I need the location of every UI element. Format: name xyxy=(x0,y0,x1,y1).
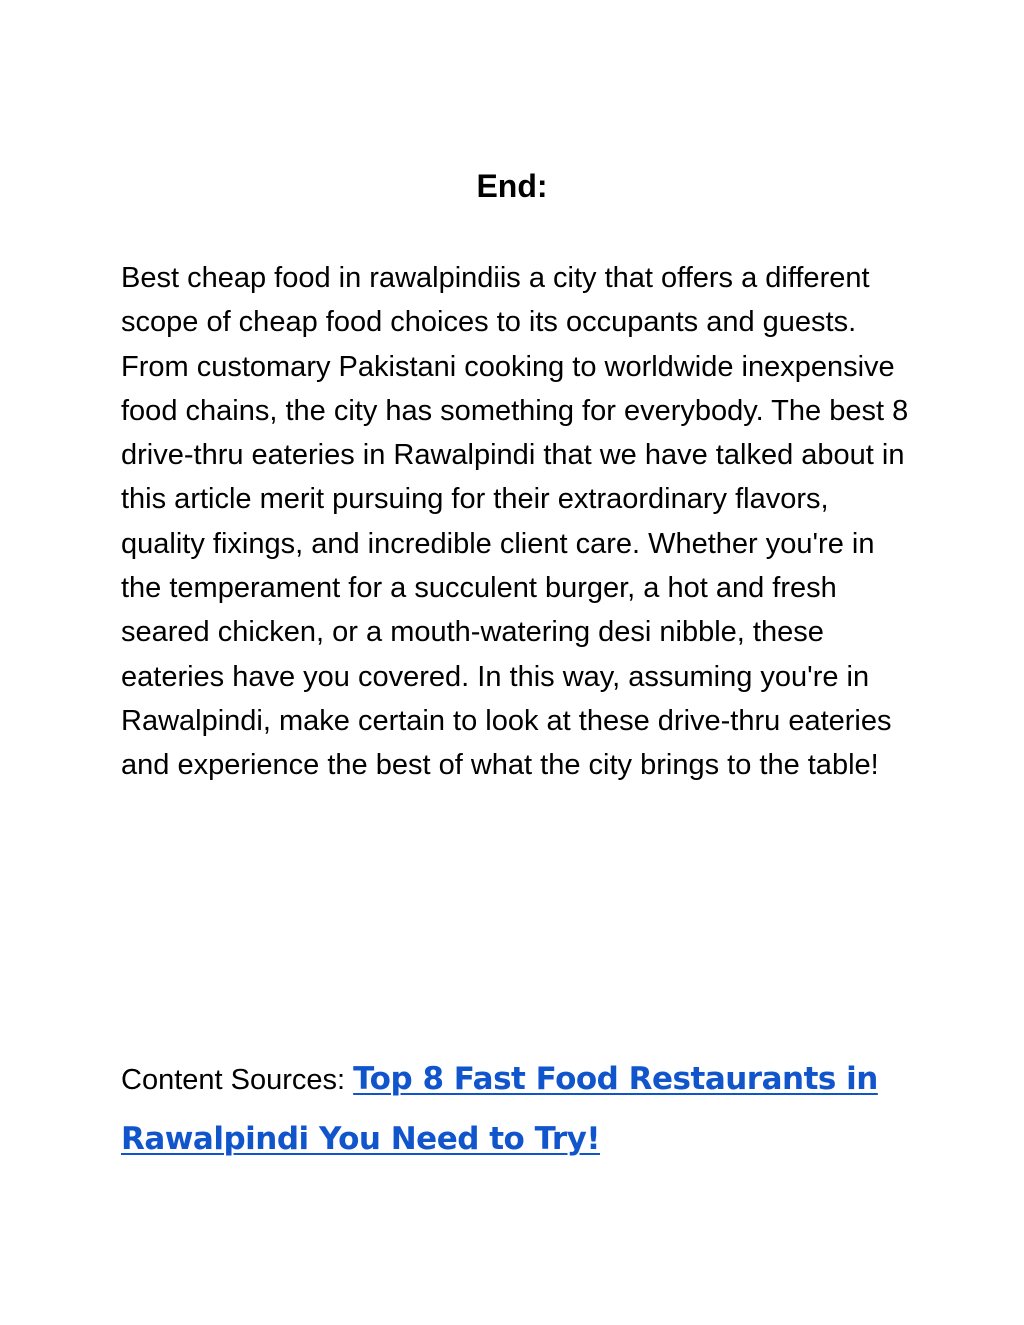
body-paragraph: Best cheap food in rawalpindiis a city that offers a different scope of cheap food choices to its occupants and guests. From customary Pakistani cooking to worldwide inexpensive food chains, the city has something for everybody. The best 8 drive-thru eateries in Rawalpindi that we have talked about in this article merit pursuing for their extraordinary flavors, quality fixings, and incredible client care. Whether you're in the temperament for a succulent burger, a hot and fresh seared chicken, or a mouth-watering desi nibble, these eateries have you covered. In this way, assuming you're in Rawalpindi, make certain to look at these drive-thru eateries and experience the best of what the city brings to the table! xyxy=(121,262,909,782)
section-heading: End: xyxy=(476,168,548,204)
content-sources-link[interactable]: Top 8 Fast Food Restaurants in Rawalpindi You Need to Try! xyxy=(121,1061,878,1157)
content-sources xyxy=(121,1052,911,1172)
content-sources-label: Content Sources: xyxy=(121,1064,354,1096)
